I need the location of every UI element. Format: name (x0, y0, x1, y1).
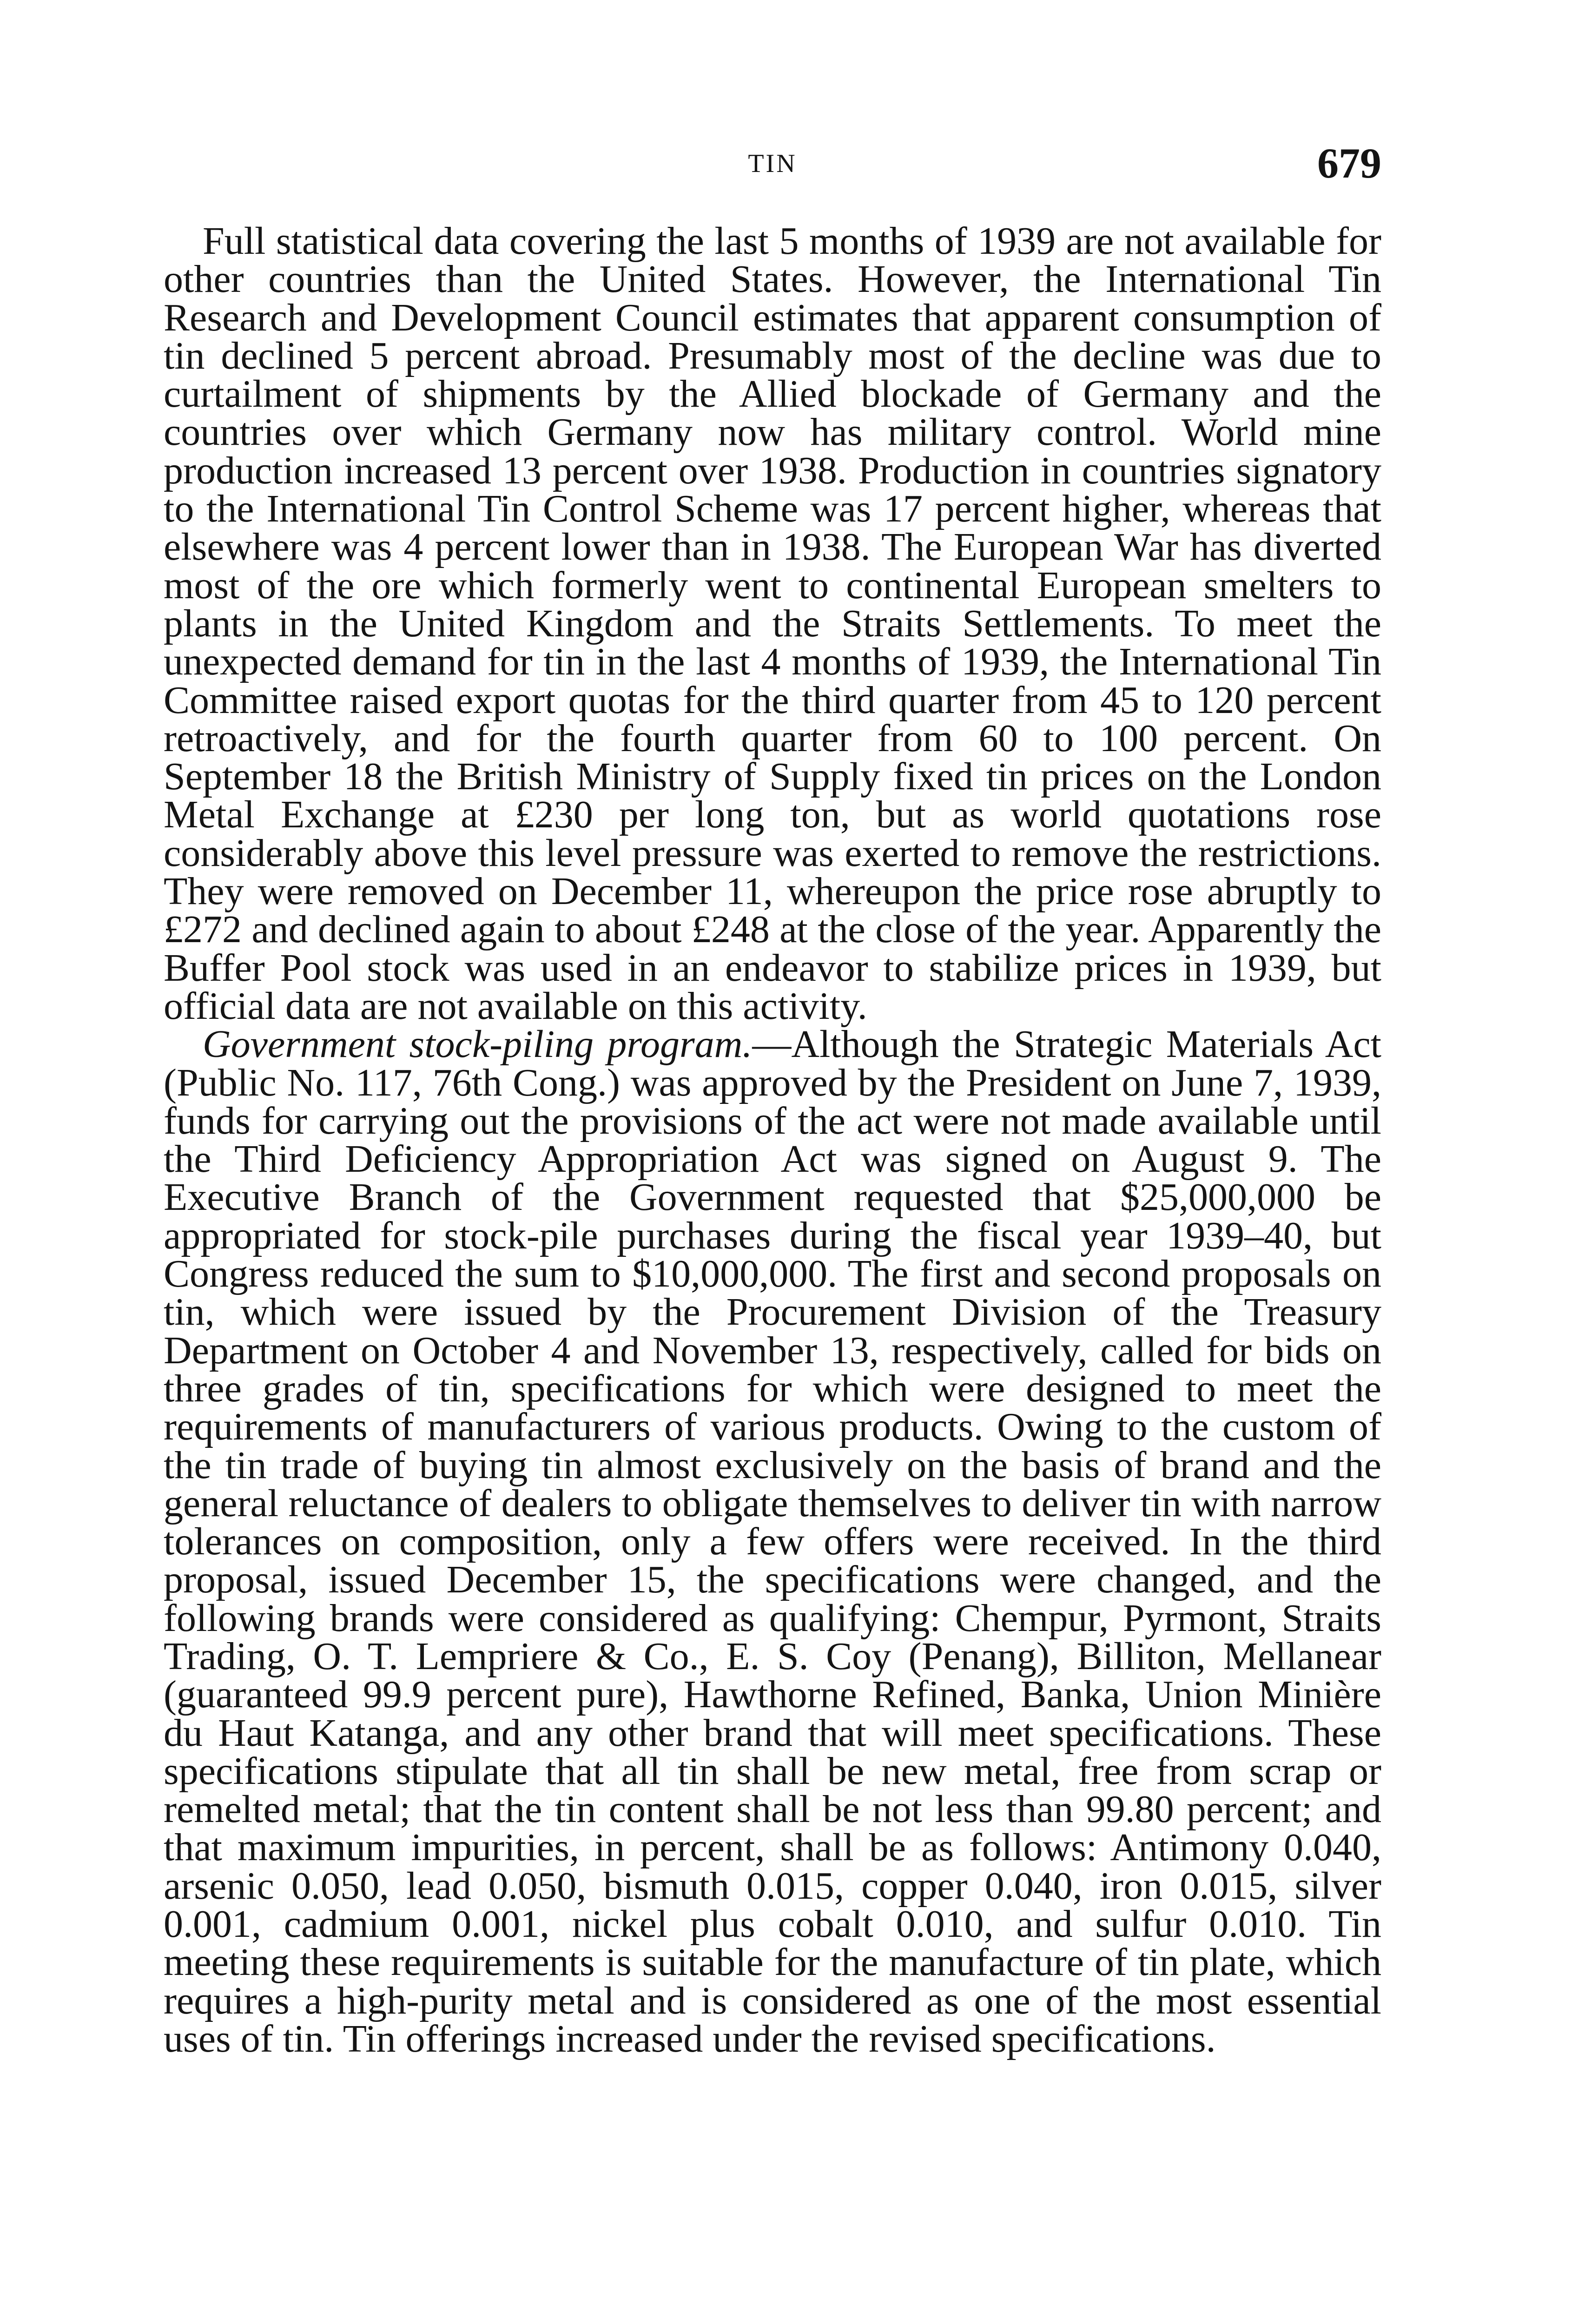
body-text (164, 219, 1381, 2060)
page-number: 679 (1317, 139, 1381, 187)
paragraph-stock-piling-text: —Although the Strategic Materials Act (Public No. 117, 76th Cong.) was approved by the President on June 7, 1939, funds for carrying out the provisions of the act were not made available until the Third Deficiency Appropriation Act was signed on August 9. The Executive Branch of the Government requested that $25,000,000 be appropriated for stock-pile purchases during the fiscal year 1939–40, but Congress reduced the sum to $10,000,000. The first and second proposals on tin, which were issued by the Procurement Division of the Treasury Department on October 4 and November 13, respectively, called for bids on three grades of tin, specifications for which were designed to meet the requirements of manufacturers of various products. Owing to the custom of the tin trade of buying tin almost exclusively on the basis of brand and the general reluctance of dealers to obligate themselves to deliver tin with narrow tolerances on composition, only a few offers were received. In the third proposal, issued December 15, the specifications were changed, and the following brands were considered as qualifying: Chempur, Pyrmont, Straits Trading, O. T. Lempriere & Co., E. S. Coy (Penang), Billiton, Mellanear (guaranteed 99.9 percent pure), Hawthorne Refined, Banka, Union Minière du Haut Katanga, and any other brand that will meet specifications. These specifications stipulate that all tin shall be new metal, free from scrap or remelted metal; that the tin content shall be not less than 99.80 percent; and that maximum impurities, in percent, shall be as follows: Antimony 0.040, arsenic 0.050, lead 0.050, bismuth 0.015, copper 0.040, iron 0.015, silver 0.001, cadmium 0.001, nickel plus cobalt 0.010, and sulfur 0.010. Tin meeting these requirements is suitable for the manufacture of tin plate, which requires a high-purity metal and is considered as one of the most essential uses of tin. Tin offerings increased under the revised specifications. (164, 1023, 1381, 2060)
paragraph-overview (164, 219, 1381, 1028)
section-run-in-heading: Government stock-piling program. (203, 1023, 753, 1066)
running-title: TIN (748, 149, 797, 178)
paragraph-overview-text: Full statistical data covering the last 5 months of 1939 are not available for other countries than the United States. However, the International Tin Research and Development Council estimates that apparent consumption of tin declined 5 percent abroad. Presumably most of the decline was due to curtailment of shipments by the Allied blockade of Germany and the countries over which Germany now has military control. World mine production increased 13 percent over 1938. Production in countries signatory to the International Tin Control Scheme was 17 percent higher, whereas that elsewhere was 4 percent lower than in 1938. The European War has diverted most of the ore which formerly went to continental European smelters to plants in the United Kingdom and the Straits Settlements. To meet the unexpected demand for tin in the last 4 months of 1939, the International Tin Committee raised export quotas for the third quarter from 45 to 120 percent retroactively, and for the fourth quarter from 60 to 100 percent. On September 18 the British Ministry of Supply fixed tin prices on the London Metal Exchange at £230 per long ton, but as world quotations rose considerably above this level pressure was exerted to remove the restrictions. They were removed on December 11, whereupon the price rose abruptly to £272 and declined again to about £248 at the close of the year. Apparently the Buffer Pool stock was used in an endeavor to stabilize prices in 1939, but official data are not available on this activity. (164, 219, 1381, 1028)
running-head (164, 139, 1381, 190)
paragraph-stock-piling (164, 1025, 1381, 2058)
